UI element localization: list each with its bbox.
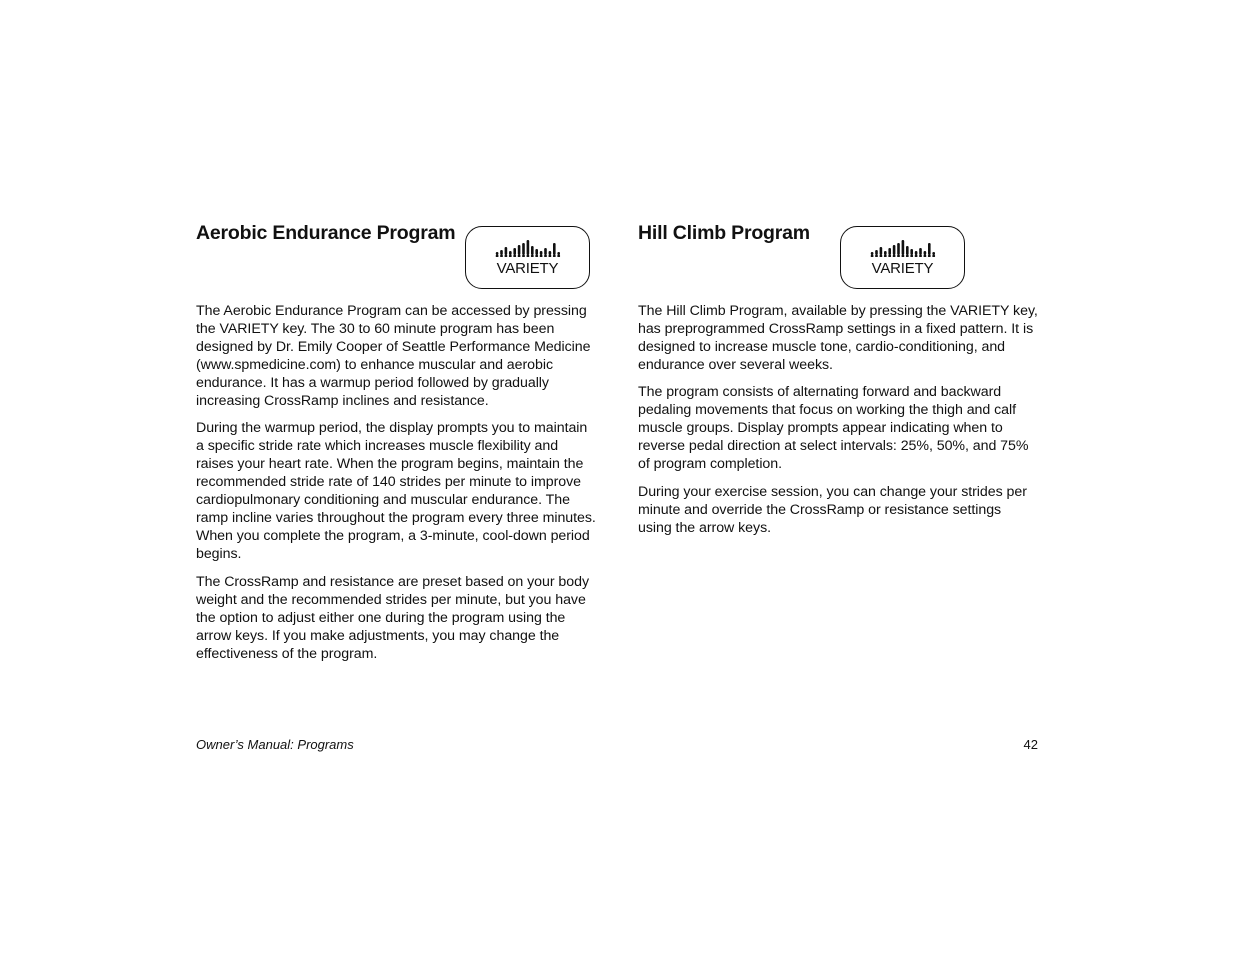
footer-title: Owner’s Manual: Programs [196,737,354,752]
paragraph: The CrossRamp and resistance are preset based on your body weight and the recommended strides per minute, but you have the option to adjust either one during the program using the arrow keys. If you make adjustments, you may change the effectiveness of the program. [196,573,589,662]
paragraph: The Hill Climb Program, available by pressing the VARIETY key, has preprogrammed CrossRamp settings in a fixed pattern. It is designed to increase muscle tone, cardio-conditioning, and endurance over several weeks. [638,303,1038,373]
paragraph: During the warmup period, the display prompts you to maintain a specific stride rate which increases muscle flexibility and raises your heart rate. When the program begins, maintain the recommended stride rate of 140 strides per minute to improve cardiopulmonary conditioning and muscular endurance. The ramp incline varies throughout the program every three minutes. When you complete the program, a 3-minute, cool-down period begins. [196,420,596,563]
section-hill-climb [638,222,1038,546]
paragraph: During your exercise session, you can change your strides per minute and override the CrossRamp or resistance settings using the arrow keys. [638,483,1027,536]
section-body [638,302,1038,537]
section-title: Hill Climb Program [638,222,810,244]
variety-key-graphic [840,226,965,289]
section-aerobic-endurance [196,222,596,672]
page-number: 42 [1023,737,1038,752]
variety-key-label: VARIETY [496,260,559,277]
paragraph: The program consists of alternating forward and backward pedaling movements that focus on working the thigh and calf muscle groups. Display prompts appear indicating when to reverse pedal direction at select intervals: 25%, 50%, and 75% of program completion. [638,384,1029,473]
variety-bars-icon [495,237,561,257]
variety-bars-icon [870,237,936,257]
variety-key-graphic [465,226,590,289]
section-title: Aerobic Endurance Program [196,222,456,244]
paragraph: The Aerobic Endurance Program can be accessed by pressing the VARIETY key. The 30 to 60 minute program has been designed by Dr. Emily Cooper of Seattle Performance Medicine (www.spmedicine.com) to enhance muscular and aerobic endurance. It has a warmup period followed by gradually increasing CrossRamp inclines and resistance. [196,303,591,409]
section-header [638,222,1038,302]
section-header [196,222,596,302]
variety-key-label: VARIETY [871,260,934,277]
section-body [196,302,596,663]
